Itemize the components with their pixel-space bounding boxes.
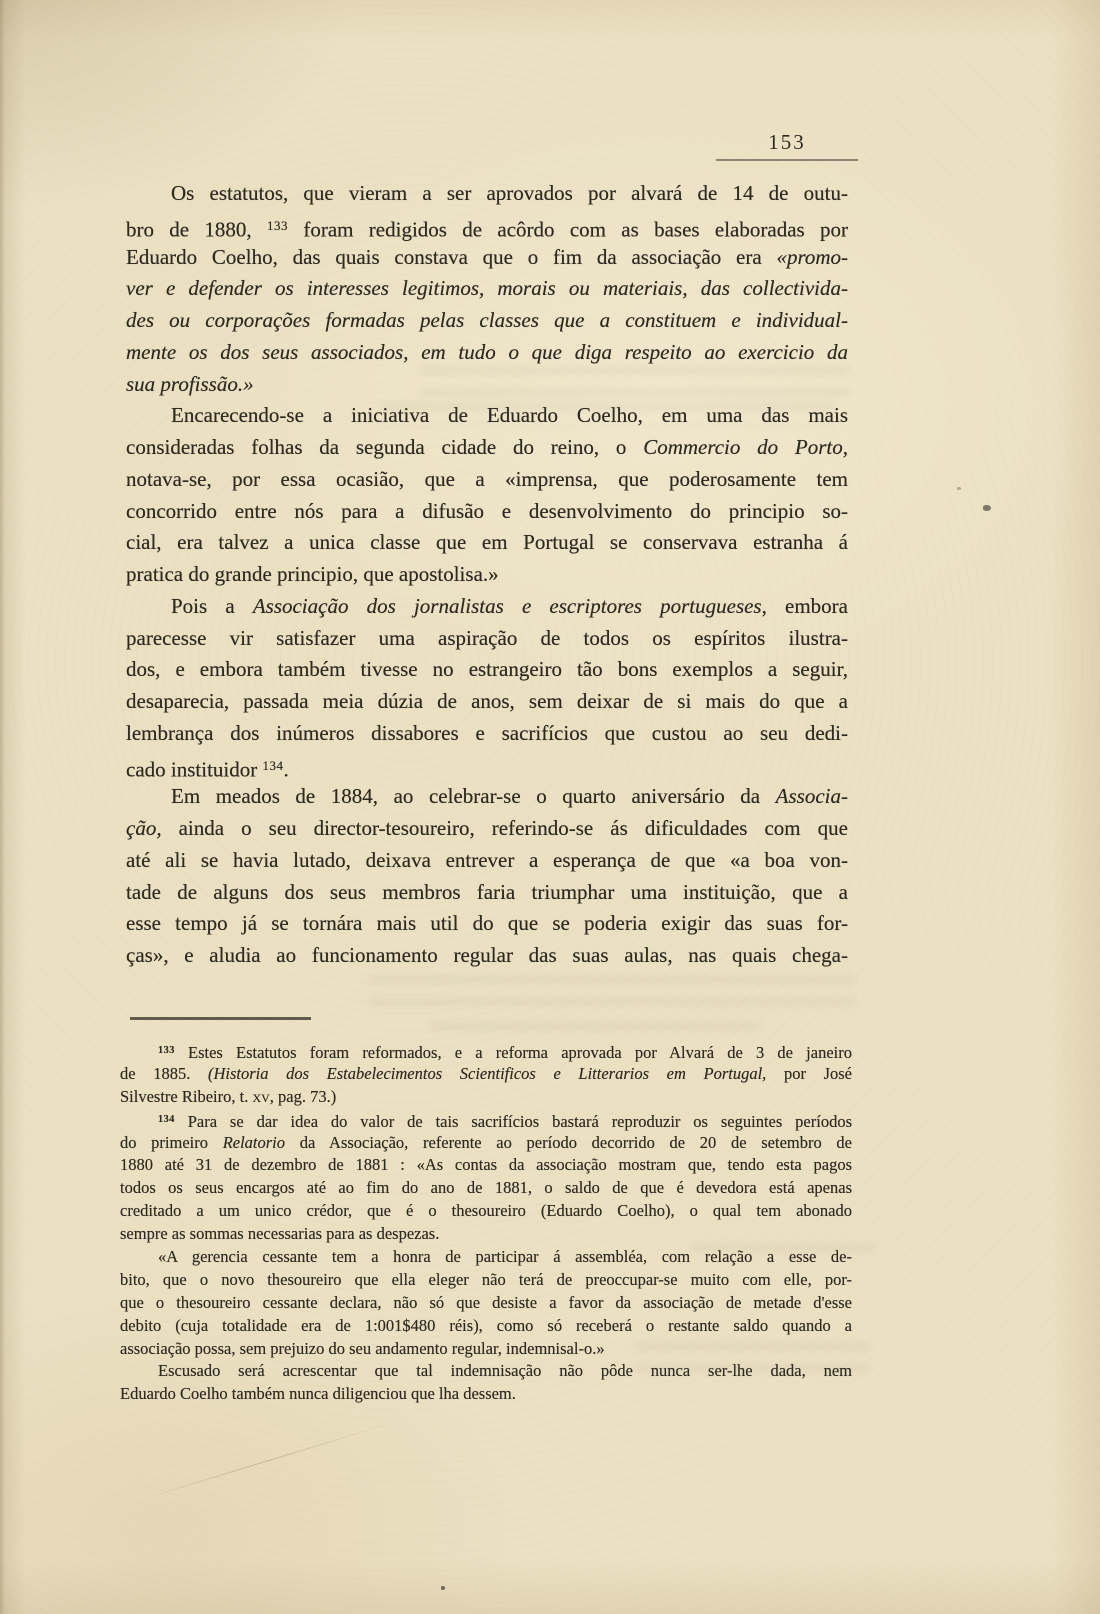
text-segment: bito, que o novo thesoureiro que ella eleger não terá de preoccupar-se muito com elle, por- [120,1269,852,1289]
text-line [120,1223,852,1246]
text-segment: pratica do grande principio, que apostolisa.» [126,562,499,586]
text-line [126,718,848,750]
text-line [126,337,848,369]
page-number-rule [716,159,858,161]
text-segment: cial, era talvez a unica classe que em Portugal se conservava estranha á [126,530,848,555]
text-segment: debito (cuja totalidade era de 1:001$480 réis), como só receberá o restante saldo quando a [120,1315,852,1335]
footnote-separator [130,1017,311,1020]
text-segment: até ali se havia lutado, deixava entrever a esperança de que «a boa von- [126,847,848,872]
text-segment: Eduardo Coelho também nunca diligenciou que lha dessem. [120,1384,516,1404]
text-line [126,559,848,591]
text-segment: ças», e aludia ao funcionamento regular das suas aulas, nas quais chega- [126,943,848,967]
text-segment: , pag. 73.) [269,1086,337,1106]
text-line [126,813,848,845]
text-segment: ver e defender os interesses legitimos, morais ou materiais, das collectivida- [126,276,848,301]
text-segment: Pois a [171,593,253,618]
text-segment: lembrança dos inúmeros dissabores e sacrifícios que custou ao seu dedi- [126,720,848,745]
text-segment: todos os seus encargos até ao fim do ano de 1881, o saldo de que é devedora está apenas [120,1178,852,1198]
text-segment: dos, e embora também tivesse no estrangeiro tão bons exemplos a seguir, [126,657,848,682]
text-line [126,654,848,686]
main-text-block [126,178,848,972]
text-segment: Em meados de 1884, ao celebrar-se o quarto aniversário da [171,784,776,809]
text-line [120,1383,852,1406]
text-segment: Commercio do Porto, [643,435,848,459]
text-segment: mente os dos seus associados, em tudo o que diga respeito ao exercicio da [126,339,848,364]
text-segment: parecesse vir satisfazer uma aspiração de todos os espíritos ilustra- [126,625,848,650]
text-line [126,591,848,623]
page-number: 153 [768,130,806,154]
footnote-reference: 134 [262,757,284,773]
text-line [126,369,848,401]
text-line [126,527,848,559]
text-line [126,623,848,655]
text-segment: por José [766,1063,852,1083]
text-segment: do primeiro [120,1132,223,1152]
text-line [120,1086,852,1109]
text-segment: notava-se, por essa ocasião, que a «imprensa, que poderosamente tem [126,466,848,491]
text-segment: 1880 até 31 de dezembro de 1881 : «As contas da associação mostram que, tendo esta pagos [120,1155,852,1175]
text-line [126,178,848,210]
text-segment: cado instituidor [126,757,263,781]
text-line [120,1154,852,1177]
text-segment: Encarecendo-se a iniciativa de Eduardo Coelho, em uma das mais [171,403,848,428]
page-header [716,130,858,161]
text-segment: consideradas folhas da segunda cidade do reino, o [126,435,644,459]
text-line [120,1177,852,1200]
text-segment: «A gerencia cessante tem a honra de participar á assembléa, com relação a esse de- [158,1247,852,1267]
text-line [126,877,848,909]
text-line [120,1315,852,1338]
text-segment: sua profissão.» [126,371,254,396]
text-line [120,1200,852,1223]
text-line [120,1132,852,1155]
text-line [120,1040,852,1063]
text-line [120,1360,852,1383]
text-line [126,686,848,718]
text-line [126,242,848,274]
text-segment: bro de 1880, [126,217,267,242]
text-segment: Associação dos jornalistas e escriptores portugueses [252,593,762,618]
text-line [126,305,848,337]
text-line [126,845,848,877]
text-segment: Estes Estatutos foram reformados, e a reforma aprovada por Alvará de 3 de janeiro [174,1043,852,1063]
text-segment: Para se dar idea do valor de tais sacrifícios bastará reproduzir os seguintes períodos [174,1111,852,1131]
text-line [126,496,848,528]
text-line [126,273,848,305]
ink-speck [441,1586,445,1590]
text-line [126,781,848,813]
text-line [120,1292,852,1315]
text-segment: Relatorio [222,1132,286,1152]
ink-speck [983,505,991,511]
ink-speck [957,487,961,490]
text-line [126,940,848,972]
footnote-reference: 133 [158,1045,175,1056]
text-line [126,400,848,432]
text-segment: , embora [761,593,848,618]
text-line [126,432,848,464]
text-segment: de 1885. [120,1063,208,1083]
text-segment: associação possa, sem prejuizo do seu andamento regular, indemnisal-o.» [120,1338,605,1358]
text-line [126,908,848,940]
text-line [120,1063,852,1086]
text-line [120,1269,852,1292]
text-segment: Associa- [775,784,848,809]
footnote-reference: 134 [158,1113,175,1125]
footnotes-block [120,1040,852,1406]
text-segment: sempre as sommas necessarias para as despezas. [120,1224,440,1244]
text-segment: Silvestre Ribeiro, t. [120,1086,253,1106]
text-segment: creditado a um unico crédor, que é o thesoureiro (Eduardo Coelho), o qual tem abonado [120,1201,852,1221]
text-segment: ção, [126,816,162,840]
text-segment: desaparecia, passada meia dúzia de anos, sem deixar de si mais do que a [126,689,848,713]
text-segment: tade de alguns dos seus membros faria triumphar uma instituição, que a [126,879,848,904]
text-segment: foram redigidos de acôrdo com as bases elaboradas por [288,217,848,242]
text-segment: «promo- [776,244,848,269]
text-segment: xv [252,1086,270,1106]
text-segment: Os estatutos, que vieram a ser aprovados por alvará de 14 de outu- [171,181,848,205]
text-segment: que o thesoureiro cessante declara, não só que desiste a favor da associação de metade d'esse [120,1292,852,1312]
text-line [120,1109,852,1132]
text-line [120,1246,852,1269]
text-line [126,210,848,242]
text-segment: Escusado será acrescentar que tal indemnisação não pôde nunca ser-lhe dada, nem [158,1361,852,1381]
text-segment: des ou corporações formadas pelas classes que a constituem e individual- [126,308,848,332]
text-segment: da Associação, referente ao período decorrido de 20 de setembro de [285,1132,852,1152]
text-segment: concorrido entre nós para a difusão e desenvolvimento do principio so- [126,498,848,523]
text-line [120,1338,852,1361]
text-segment: (Historia dos Estabelecimentos Scientificos e Litterarios em Portugal, [207,1063,767,1083]
text-line [126,464,848,496]
footnote-reference: 133 [267,217,289,233]
text-segment: . [283,757,289,781]
bleed-through-ghost [370,975,855,1017]
text-segment: ainda o seu director-tesoureiro, referindo-se ás dificuldades com que [161,816,848,840]
page-crease [138,1423,389,1501]
text-segment: esse tempo já se tornára mais util do que se poderia exigir das suas for- [126,911,848,936]
text-line [126,750,848,782]
text-segment: Eduardo Coelho, das quais constava que o fim da associação era [126,244,777,269]
